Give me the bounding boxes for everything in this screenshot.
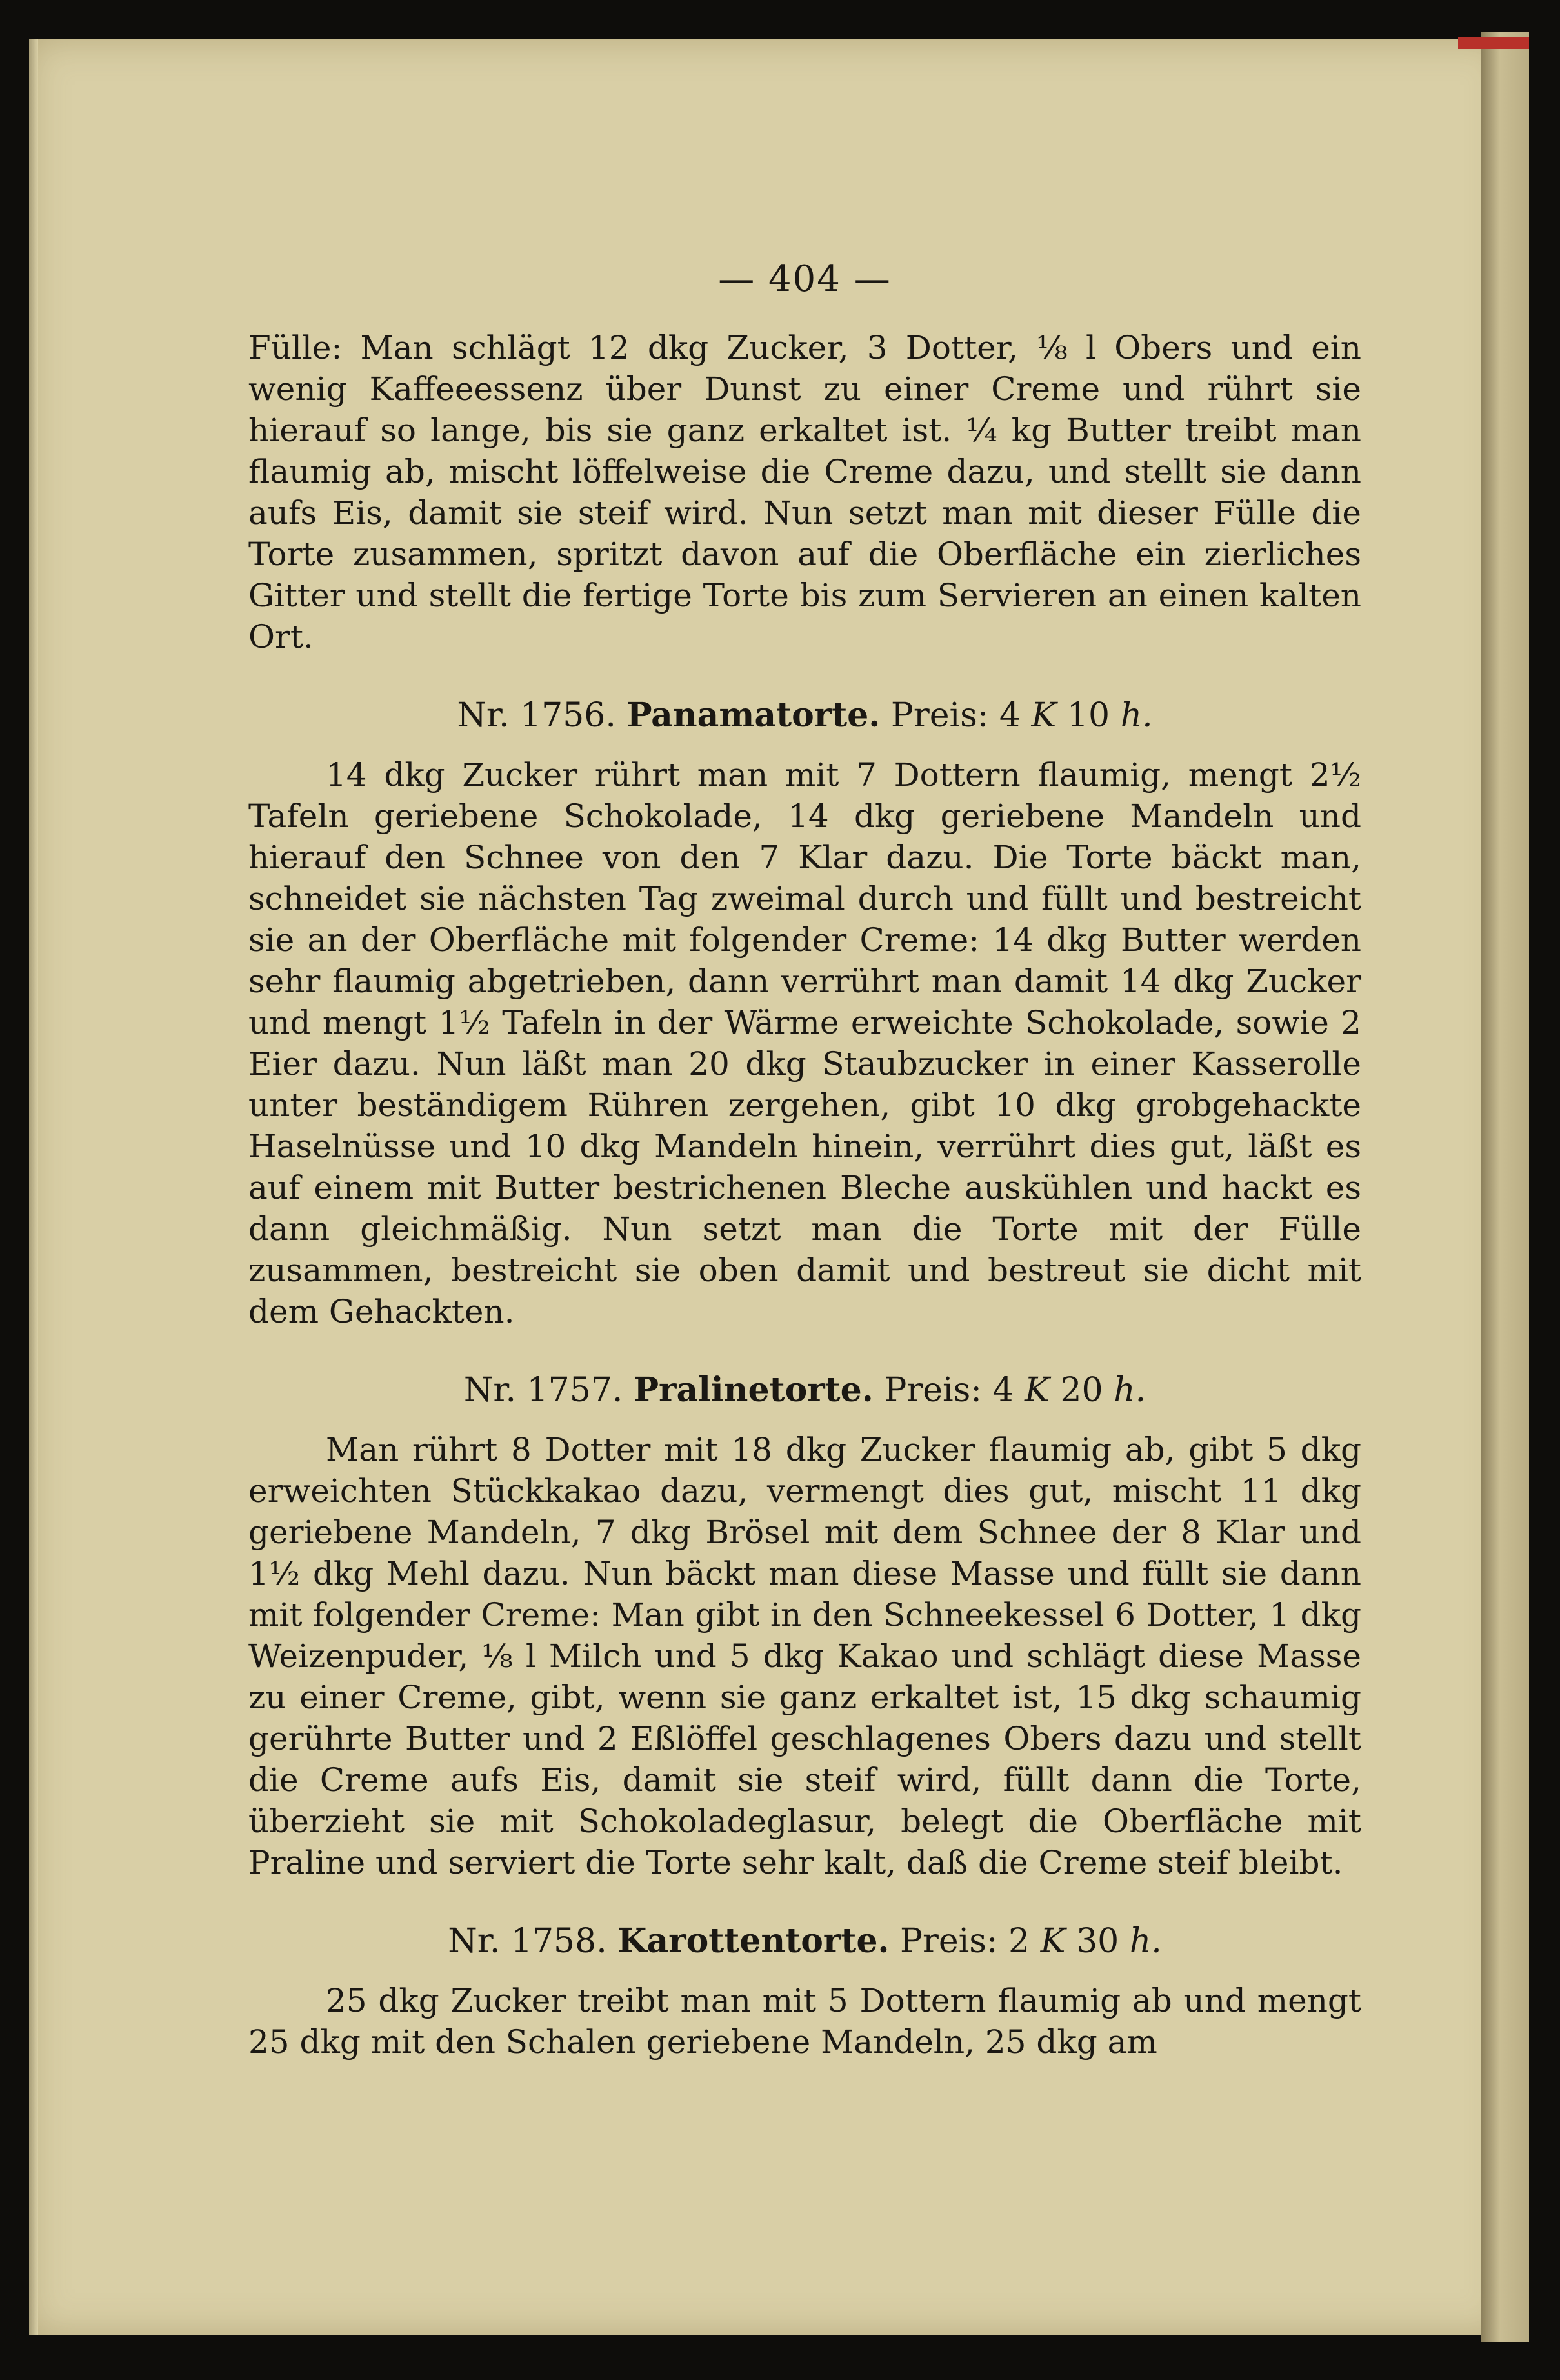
recipe-text: 25 dkg Zucker treibt man mit 5 Dottern flaumig ab und mengt 25 dkg mit den Schalen geriebene Mandeln, 25 dkg am xyxy=(248,1982,1361,2061)
book-gutter xyxy=(1481,32,1529,2342)
price-heller: 20 xyxy=(1060,1371,1103,1410)
recipe-title: Panamatorte. xyxy=(626,695,881,735)
recipe-heading xyxy=(248,1370,1361,1411)
recipe-1756 xyxy=(248,695,1361,1332)
price-heller: 30 xyxy=(1076,1922,1119,1961)
recipe-title: Karottentorte. xyxy=(617,1921,890,1961)
recipe-number: Nr. 1757. xyxy=(463,1371,623,1410)
recipe-text: 14 dkg Zucker rührt man mit 7 Dottern flaumig, mengt 2½ Tafeln geriebene Schokolade, 14 dkg geriebene Mandeln und hierauf den Schnee von den 7 Klar dazu. Die Torte bäckt man, schneidet sie nächsten Tag zweimal durch und füllt und bestreicht sie an der Oberfläche mit folgender Creme: 14 dkg Butter werden sehr flaumig abgetrieben, dann verrührt man damit 14 dkg Zucker und mengt 1½ Tafeln in der Wärme erweichte Schokolade, sowie 2 Eier dazu. Nun läßt man 20 dkg Staubzucker in einer Kasserolle unter beständigem Rühren zergehen, gibt 10 dkg grobgehackte Haselnüsse und 10 dkg Mandeln hinein, verrührt dies gut, läßt es auf einem mit Butter bestrichenen Bleche auskühlen und hackt es dann gleichmäßig. Nun setzt man die Torte mit der Fülle zusammen, bestreicht sie oben damit und bestreut sie dicht mit dem Gehackten. xyxy=(248,756,1361,1330)
price-label: Preis: xyxy=(890,696,989,735)
recipe-1758 xyxy=(248,1921,1361,2063)
recipe-1757 xyxy=(248,1370,1361,1883)
price-kronen: 4 xyxy=(992,1371,1014,1410)
page-content xyxy=(248,258,1361,2100)
recipe-number: Nr. 1758. xyxy=(448,1922,607,1961)
intro-block xyxy=(248,327,1361,657)
unit-heller: h. xyxy=(1129,1922,1162,1961)
unit-kronen: K xyxy=(1031,696,1057,735)
unit-kronen: K xyxy=(1025,1371,1050,1410)
price-label: Preis: xyxy=(884,1371,982,1410)
unit-heller: h. xyxy=(1114,1371,1146,1410)
page-number: — 404 — xyxy=(718,258,892,300)
recipe-title: Pralinetorte. xyxy=(633,1370,874,1410)
price-heller: 10 xyxy=(1066,696,1110,735)
recipe-number: Nr. 1756. xyxy=(457,696,616,735)
price-label: Preis: xyxy=(900,1922,998,1961)
ribbon-marker xyxy=(1458,37,1529,49)
recipe-text: Man rührt 8 Dotter mit 18 dkg Zucker flaumig ab, gibt 5 dkg erweichten Stückkakao dazu, vermengt dies gut, mischt 11 dkg geriebene Mandeln, 7 dkg Brösel mit dem Schnee der 8 Klar und 1½ dkg Mehl dazu. Nun bäckt man diese Masse und füllt sie dann mit folgender Creme: Man gibt in den Schneekessel 6 Dotter, 1 dkg Weizenpuder, ⅛ l Milch und 5 dkg Kakao und schlägt diese Masse zu einer Creme, gibt, wenn sie ganz erkaltet ist, 15 dkg schaumig gerührte Butter und 2 Eßlöffel geschlagenes Obers dazu und stellt die Creme aufs Eis, damit sie steif wird, füllt dann die Torte, überzieht sie mit Schokoladeglasur, belegt die Oberfläche mit Praline und serviert die Torte sehr kalt, daß die Creme steif bleibt. xyxy=(248,1431,1361,1881)
recipe-heading xyxy=(248,1921,1361,1962)
price-kronen: 4 xyxy=(999,696,1021,735)
intro-paragraph: Fülle: Man schlägt 12 dkg Zucker, 3 Dotter, ⅛ l Obers und ein wenig Kaffeeessenz über Dunst zu einer Creme und rührt sie hierauf so lange, bis sie ganz erkaltet ist. ¼ kg Butter treibt man flaumig ab, mischt löffelweise die Creme dazu, und stellt sie dann aufs Eis, damit sie steif wird. Nun setzt man mit dieser Fülle die Torte zusammen, spritzt davon auf die Oberfläche ein zierliches Gitter und stellt die fertige Torte bis zum Servieren an einen kalten Ort. xyxy=(248,329,1361,655)
page-left-edge xyxy=(29,39,38,2335)
unit-kronen: K xyxy=(1040,1922,1066,1961)
recipe-heading xyxy=(248,695,1361,736)
price-kronen: 2 xyxy=(1008,1922,1030,1961)
unit-heller: h. xyxy=(1120,696,1153,735)
